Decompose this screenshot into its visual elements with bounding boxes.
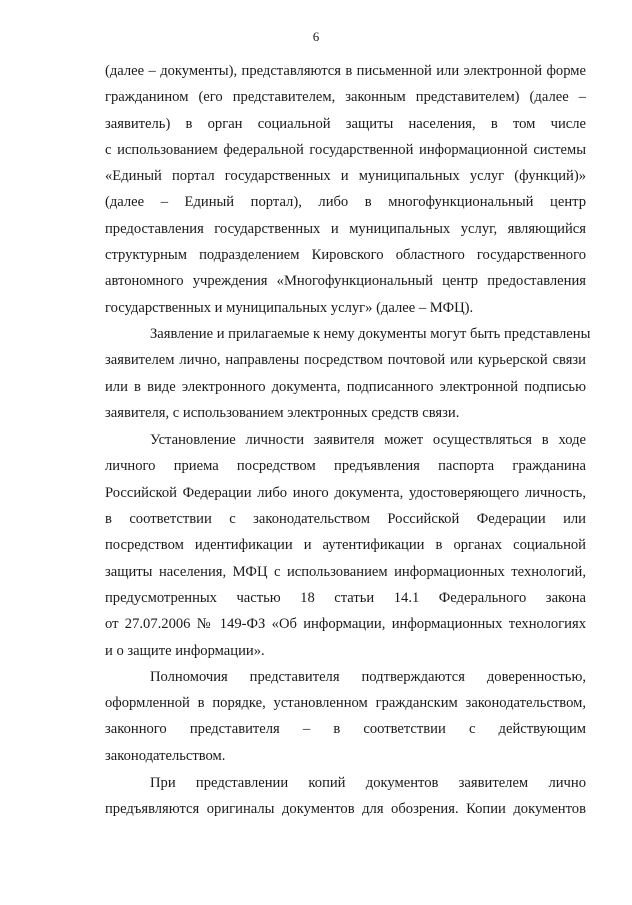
text-line: оформленной в порядке, установленном гражданским законодательством, bbox=[105, 695, 586, 712]
text-line: заявитель) в орган социальной защиты населения, в том числе bbox=[105, 115, 586, 132]
text-line: структурным подразделением Кировского областного государственного bbox=[105, 247, 586, 264]
text-line: Установление личности заявителя может осуществляться в ходе bbox=[150, 432, 586, 449]
text-line: Российской Федерации либо иного документа, удостоверяющего личность, bbox=[105, 484, 586, 501]
page-number: 6 bbox=[312, 29, 320, 44]
text-line: законодательством. bbox=[105, 747, 226, 764]
text-line: заявителя, с использованием электронных средств связи. bbox=[105, 404, 460, 421]
text-line: в соответствии с законодательством Российской Федерации или bbox=[105, 511, 586, 528]
text-line: с использованием федеральной государственной информационной системы bbox=[105, 141, 586, 158]
text-line: личного приема посредством предъявления паспорта гражданина bbox=[105, 458, 586, 475]
text-line: (далее – документы), представляются в письменной или электронной форме bbox=[105, 63, 586, 79]
text-line: автономного учреждения «Многофункциональный центр предоставления bbox=[105, 273, 586, 290]
text-line: от 27.07.2006 № 149-ФЗ «Об информации, информационных технологиях bbox=[105, 616, 586, 633]
text-line: защиты населения, МФЦ с использованием информационных технологий, bbox=[105, 563, 586, 580]
text-line: гражданином (его представителем, законным представителем) (далее – bbox=[105, 89, 586, 106]
paragraph bbox=[105, 664, 586, 769]
text-line: посредством идентификации и аутентификации в органах социальной bbox=[105, 537, 586, 554]
paragraph bbox=[105, 770, 586, 823]
text-line: и о защите информации». bbox=[105, 642, 265, 659]
text-line: Заявление и прилагаемые к нему документы могут быть представлены bbox=[150, 325, 591, 342]
text-line: (далее – Единый портал), либо в многофункциональный центр bbox=[105, 194, 586, 211]
document-body bbox=[105, 58, 591, 823]
text-line: предусмотренных частью 18 статьи 14.1 Федерального закона bbox=[105, 589, 586, 606]
paragraph bbox=[105, 321, 591, 426]
text-line: предоставления государственных и муниципальных услуг, являющийся bbox=[105, 220, 586, 237]
text-line: законного представителя – в соответствии с действующим bbox=[105, 721, 586, 738]
text-line: «Единый портал государственных и муниципальных услуг (функций)» bbox=[105, 168, 586, 185]
text-line: предъявляются оригиналы документов для обозрения. Копии документов bbox=[105, 801, 586, 818]
text-line: При представлении копий документов заявителем лично bbox=[150, 775, 586, 792]
text-line: заявителем лично, направлены посредством почтовой или курьерской связи bbox=[105, 352, 586, 369]
paragraph bbox=[105, 427, 586, 664]
text-line: Полномочия представителя подтверждаются доверенностью, bbox=[150, 668, 586, 685]
paragraph bbox=[105, 58, 586, 321]
text-line: государственных и муниципальных услуг» (далее – МФЦ). bbox=[105, 299, 474, 316]
text-line: или в виде электронного документа, подписанного электронной подписью bbox=[105, 378, 586, 395]
